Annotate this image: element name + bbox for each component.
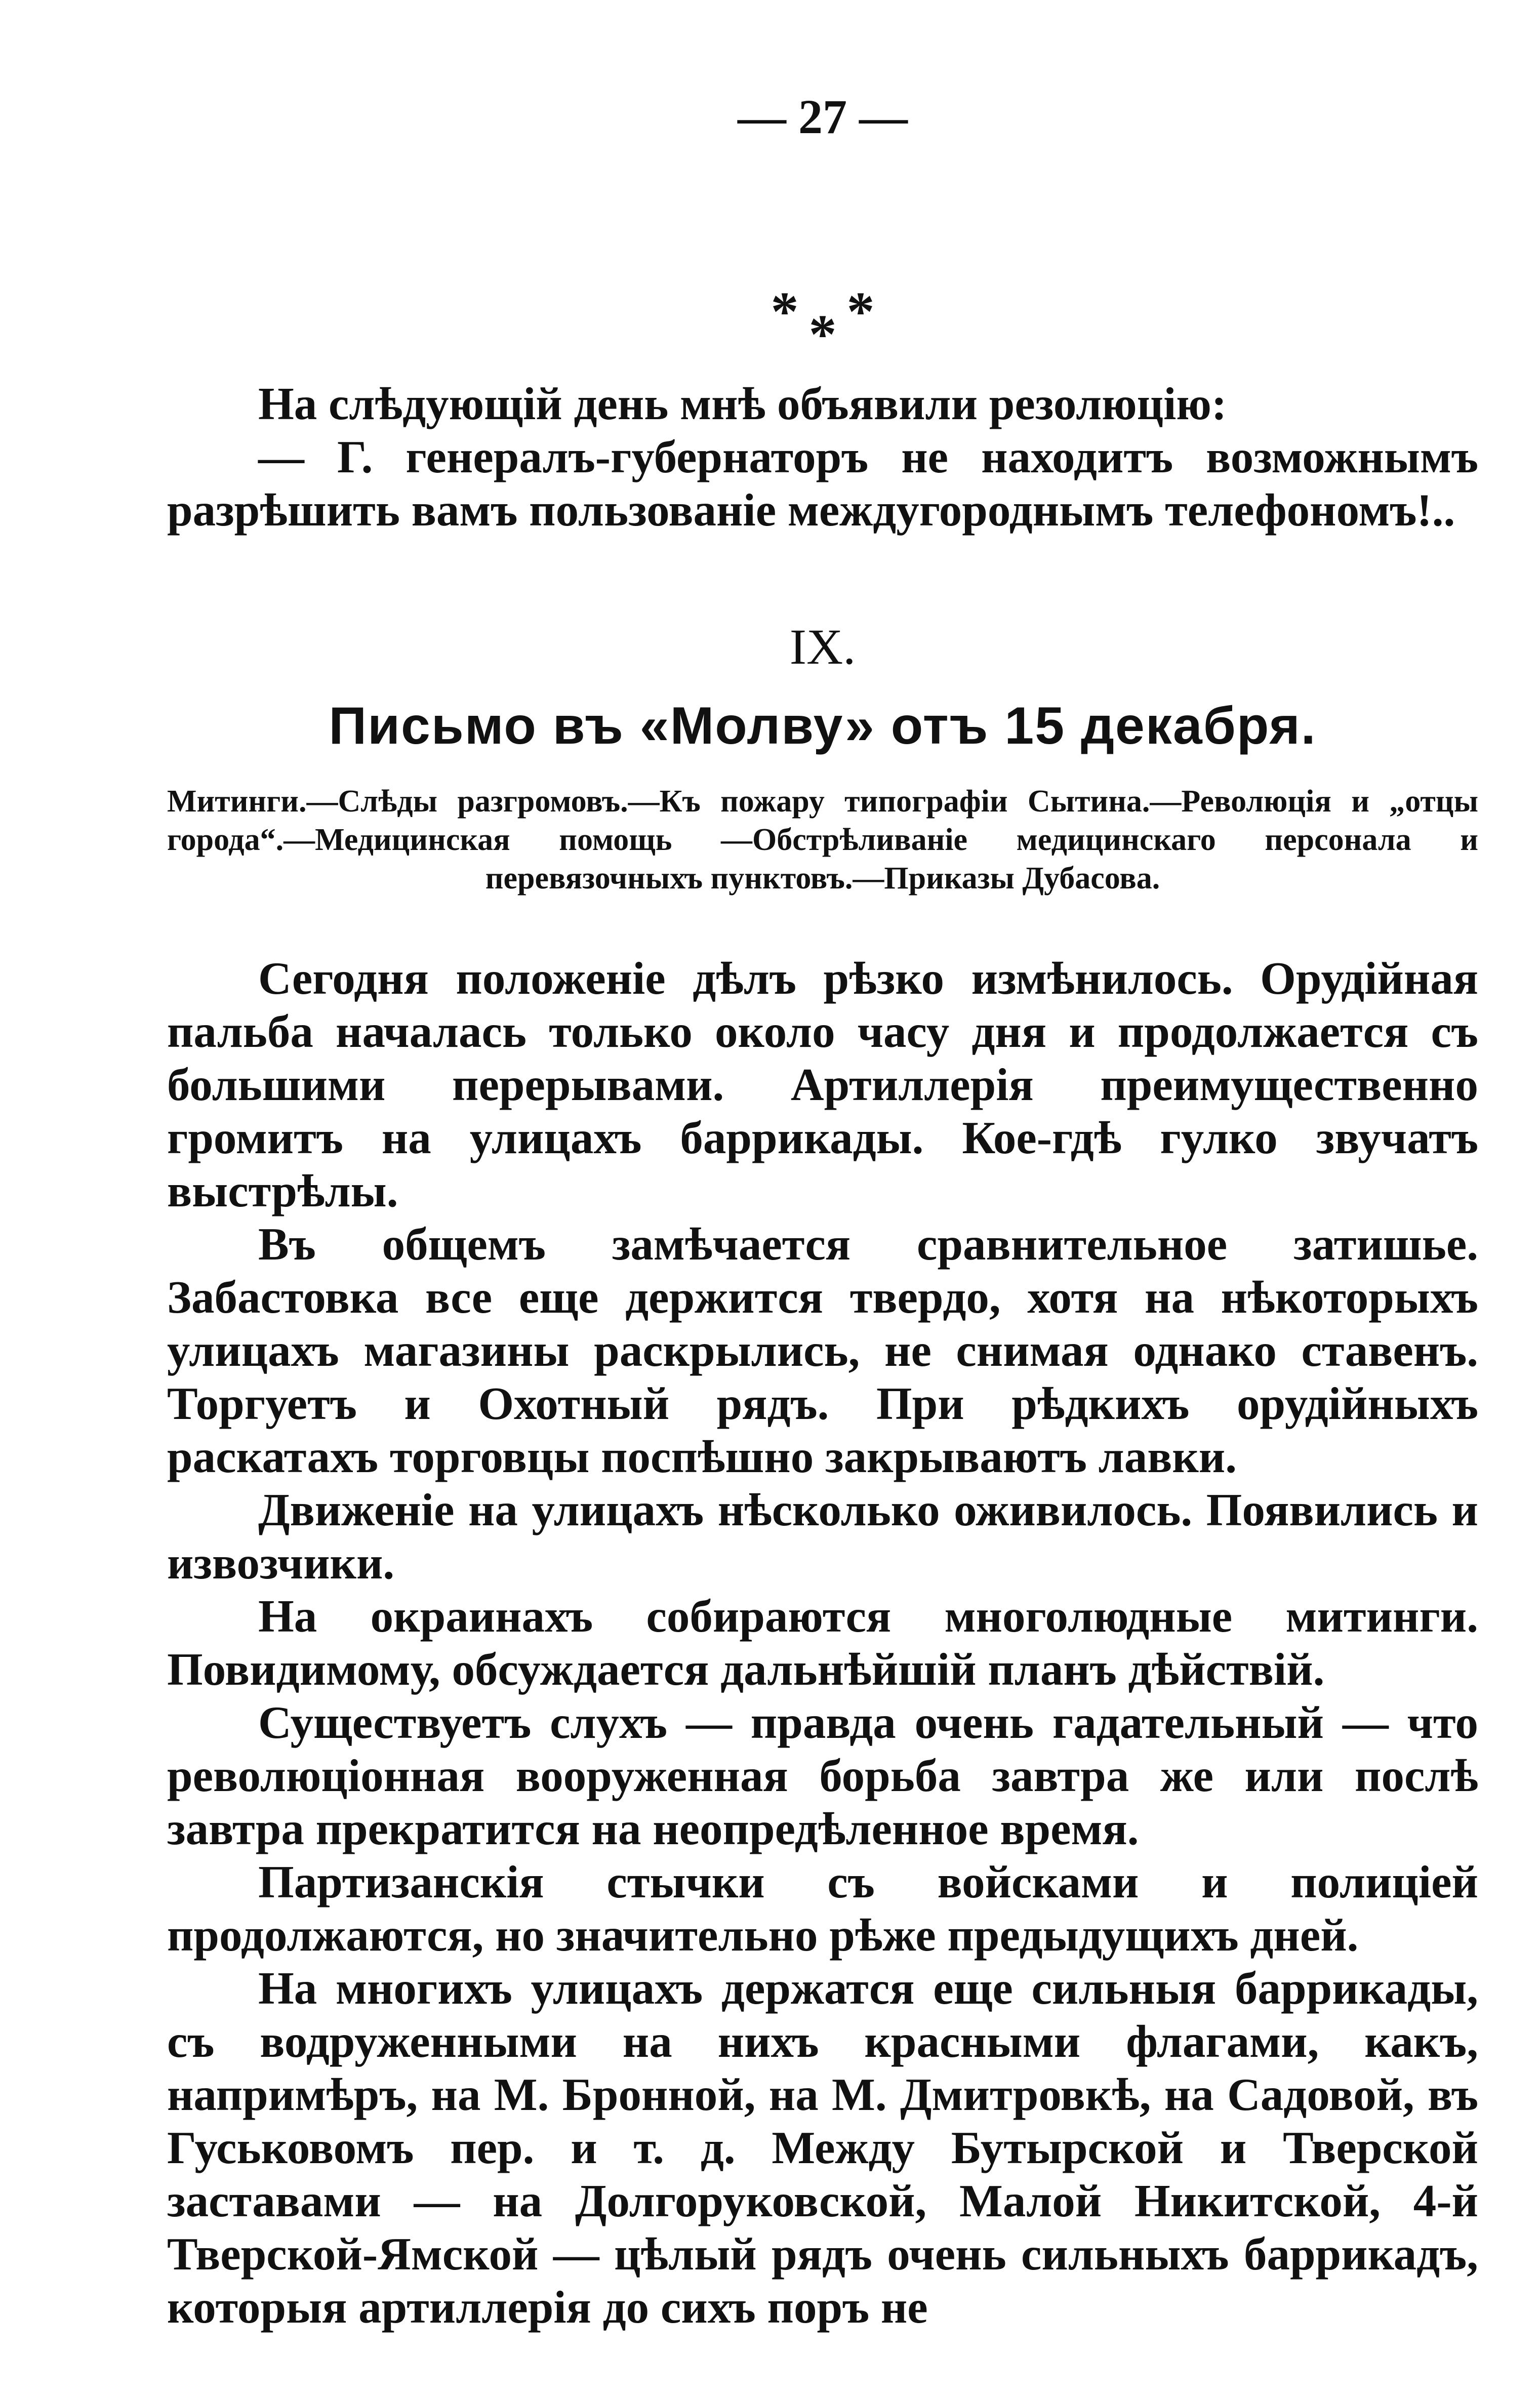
paragraph: На многихъ улицахъ держатся еще сильныя баррикады, съ водруженными на нихъ красными флагами, какъ, напримѣръ, на М. Бронной, на М. Дмитровкѣ, на Садовой, въ Гуськовомъ пер. и т. д. Между Бутырской и Тверской заставами — на Долгоруковской, Малой Никитской, 4-й Тверской-Ямской — цѣлый рядъ очень сильныхъ баррикадъ, которыя артиллерія до сихъ поръ не [167,1963,1478,2333]
paragraph: На окраинахъ собираются многолюдные митинги. Повидимому, обсуждается дальнѣйшій планъ дѣйствій. [167,1591,1478,1695]
book-page [167,0,1478,2396]
intro-block [167,377,1478,537]
body-text [167,952,1478,2334]
asterism-star-middle: * [808,303,837,365]
asterism-star-right: * [846,280,875,342]
asterism-star-left: * [771,280,799,342]
paragraph: Движеніе на улицахъ нѣсколько оживилось. Появились и извозчики. [167,1484,1478,1589]
paragraph: Сегодня положеніе дѣлъ рѣзко измѣнилось. Орудійная пальба началась только около часу дня и продолжается съ большими перерывами. Артиллерія преимущественно громитъ на улицахъ баррикады. Кое-гдѣ гулко звучатъ выстрѣлы. [167,953,1478,1216]
paragraph: Въ общемъ замѣчается сравнительное затишье. Забастовка все еще держится твердо, хотя на нѣкоторыхъ улицахъ магазины раскрылись, не снимая однако ставенъ. Торгуетъ и Охотный рядъ. При рѣдкихъ орудійныхъ раскатахъ торговцы поспѣшно закрываютъ лавки. [167,1219,1478,1482]
chapter-number: IX. [789,619,856,675]
chapter-summary: Митинги.—Слѣды разгромовъ.—Къ пожару типографіи Сытина.—Революція и „отцы города“.—Медицинская помощь —Обстрѣливаніе медицинскаго персонала и перевязочныхъ пунктовъ.—Приказы Дубасова. [167,784,1478,896]
intro-quote: — Г. генералъ-губернаторъ не находитъ возможнымъ разрѣшить вамъ пользованіе междугороднымъ телефономъ!.. [167,431,1478,536]
chapter-title: Письмо въ «Молву» отъ 15 декабря. [329,697,1317,755]
asterism-divider [167,280,1478,365]
paragraph: Существуетъ слухъ — правда очень гадательный — что революціонная вооруженная борьба завтра же или послѣ завтра прекратится на неопредѣленное время. [167,1697,1478,1854]
intro-line: На слѣдующій день мнѣ объявили резолюцію: [258,378,1227,429]
paragraph: Партизанскія стычки съ войсками и полиціей продолжаются, но значительно рѣже предыдущихъ дней. [167,1856,1478,1961]
page-number: — 27 — [738,90,908,144]
